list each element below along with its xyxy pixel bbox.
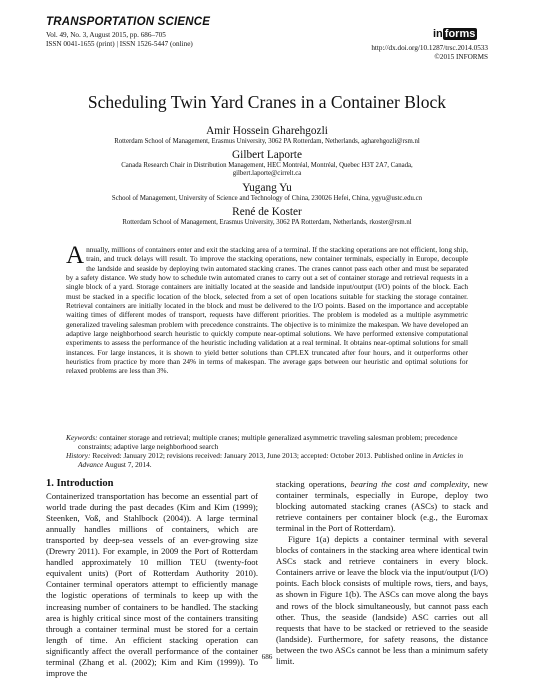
logo-box: forms	[444, 28, 476, 40]
volume-line: Vol. 49, No. 3, August 2015, pp. 686–705	[46, 31, 166, 39]
author-name: Gilbert Laporte	[232, 149, 302, 162]
history-tail: August 7, 2014.	[103, 460, 152, 470]
author-affiliation: School of Management, University of Science and Technology of China, 230026 Hefei, China, ygyu@ustc.edu.cn	[111, 194, 423, 202]
page-number: 686	[261, 653, 273, 661]
informs-logo	[433, 28, 477, 40]
author-affiliation: Rotterdam School of Management, Erasmus University, 3062 PA Rotterdam, Netherlands, agharehgozli@rsm.nl	[114, 138, 420, 145]
paragraph: Figure 1(a) depicts a container terminal with several blocks of containers in the stacking area where identical twin ASCs stack and retrieve containers in every block. Containers arrive or leave the block via the input/output (I/O) points. Each block consists of multiple rows, tiers, and bays, as shown in Figure 1(b). The ASCs can move along the bays and rows of the block simultaneously, but cannot pass each other. Thus, the seaside (landside) ASC carries out all requests that have to be stacked or retrieved to the seaside (landside). Furthermore, for safety reasons, the distance between the two ASCs cannot be less than a minimum safety limit.	[276, 534, 488, 666]
copyright: ©2015 INFORMS	[434, 53, 488, 61]
keywords-label: Keywords:	[66, 433, 98, 442]
affiliation-line: Canada Research Chair in Distribution Management, HEC Montréal, Montréal, Quebec H3T 2A7, Canada,	[121, 162, 413, 170]
paragraph: Containerized transportation has become an essential part of world trade during the past decades (Kim and Kim (1999); Steenken, Voß, and Stahlbock (2004)). A large terminal annually handles millions of containers, which are transported by deep-sea vessels of an ever-growing size (Drewry 2011). For example, in 2009 the Port of Rotterdam handled approximately 10 million TEU (twenty-foot equivalent units) (Port of Rotterdam Authority 2010). Container terminal operators attempt to efficiently manage the logistic operations of terminals to keep up with the increasing number of containers to be handled. The stacking area is highly critical since most of the containers transiting through a container terminal must be stored for a certain length of time. An efficient stacking operation can significantly affect the overall performance of the container terminal (Zhang et al. (2002); Kim and Kim (1999)). To improve the	[46, 491, 258, 678]
history-italic: Articles in Advance	[78, 451, 464, 470]
history-label: History:	[66, 451, 91, 460]
right-column	[276, 479, 488, 667]
author-name: René de Koster	[232, 205, 302, 218]
history-text: Received: January 2012; revisions received: January 2013, June 2013; accepted: October 2013. Published online in	[90, 451, 433, 460]
author-affiliation: Rotterdam School of Management, Erasmus University, 3062 PA Rotterdam, Netherlands, rkoster@rsm.nl	[122, 218, 412, 226]
history	[66, 451, 480, 470]
abstract	[66, 242, 468, 376]
author-affiliation	[0, 162, 534, 178]
logo-prefix: in	[433, 28, 443, 40]
section-heading: 1. Introduction	[46, 478, 114, 489]
author-list	[0, 125, 534, 230]
issue-info	[46, 31, 193, 49]
doi-block	[371, 44, 488, 62]
author-name: Amir Hossein Gharehgozli	[206, 125, 328, 137]
paragraph	[276, 479, 488, 534]
abstract-dropcap: A	[66, 242, 85, 269]
paragraph-italic: bearing the cost and complexity	[350, 479, 468, 489]
issn-line: ISSN 0041-1655 (print) | ISSN 1526-5447 (online)	[46, 40, 193, 48]
keywords	[66, 433, 480, 452]
doi-link[interactable]: http://dx.doi.org/10.1287/trsc.2014.0533	[371, 44, 488, 52]
journal-name: TRANSPORTATION SCIENCE	[46, 16, 211, 28]
abstract-text: nnually, millions of containers enter and exit the stacking area of a terminal. If the stacking operations are not efficient, long ship, train, and truck delays will result. To improve the stacking operations, new container terminals, especially in Europe, decouple the landside and seaside by deploying twin automated stacking cranes. The cranes cannot pass each other and must be separated by a safety distance. We study how to schedule twin automated cranes to carry out a set of container storage and retrieval requests in a single block of a yard. Storage containers are initially located at the seaside and landside input/output (I/O) points of the block. Each must be stacked in a specific location of the block, selected from a set of open locations suitable for stacking the storage container. Retrieval containers are initially located in the block and must be delivered to the I/O points. Based on the importance and acceptable waiting times of different modes of transport, requests have different priorities. The problem is modeled as a multiple asymmetric generalized traveling salesman problem with precedence constraints. The objective is to minimize the makespan. We have developed an adaptive large neighborhood search heuristic to quickly compute near-optimal solutions. We have performed extensive computational experiments to assess the performance of the heuristic including validation at a real terminal. It obtains near-optimal solutions for small instances. For large instances, it is shown to yield better solutions than CPLEX truncated after four hours, and it outperforms other heuristics from practice by more than 24% in terms of makespan. The average gaps between our heuristic and optimal solutions for relaxed problems are less than 3%.	[66, 245, 468, 376]
paragraph-part: stacking operations,	[276, 479, 351, 489]
author-name: Yugang Yu	[242, 181, 292, 194]
keywords-text: container storage and retrieval; multiple cranes; multiple generalized asymmetric traveling salesman problem; precedence constraints; adaptive large neighborhood search	[78, 433, 458, 452]
paper-title: Scheduling Twin Yard Cranes in a Container Block	[87, 92, 447, 112]
affiliation-line: gilbert.laporte@cirrelt.ca	[232, 170, 302, 178]
paragraph-part: , new container terminals, especially in Europe, deploy two blocking automated stacking cranes (ASCs) to stack and retrieve containers per container block (e.g., the Euromax terminal in the Port of Rotterdam).	[276, 479, 488, 534]
left-column	[46, 478, 258, 679]
